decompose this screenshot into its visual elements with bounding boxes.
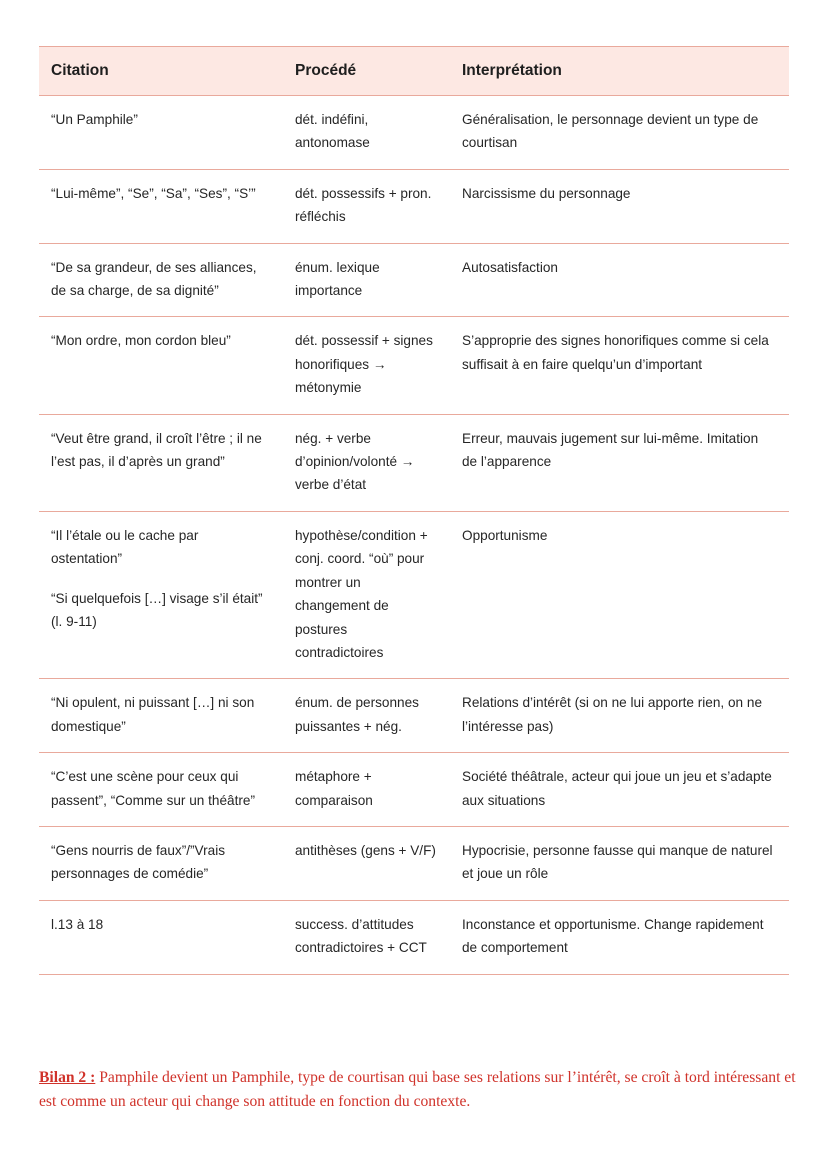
citation-text: “Veut être grand, il croît l’être ; il ne l’est pas, il d’après un grand” [51,430,262,470]
cell-interpretation: Opportunisme [450,511,789,678]
citation-text: “De sa grandeur, de ses alliances, de sa charge, de sa dignité” [51,259,257,299]
cell-citation [39,414,283,511]
cell-procede: dét. possessifs + pron. réfléchis [283,169,450,243]
cell-procede: success. d’attitudes contradictoires + CCT [283,900,450,974]
cell-citation [39,96,283,170]
cell-procede: dét. indéfini, antonomase [283,96,450,170]
citation-text: “Si quelquefois […] visage s’il était” (l. 9-11) [51,590,263,630]
citation-text: “Mon ordre, mon cordon bleu” [51,333,231,349]
cell-citation [39,169,283,243]
cell-citation [39,243,283,317]
cell-citation [39,317,283,414]
cell-procede: métaphore + comparaison [283,753,450,827]
cell-interpretation: Société théâtrale, acteur qui joue un jeu et s’adapte aux situations [450,753,789,827]
cell-interpretation: Autosatisfaction [450,243,789,317]
cell-citation [39,679,283,753]
cell-procede: antithèses (gens + V/F) [283,826,450,900]
header-citation: Citation [39,47,283,96]
cell-citation [39,900,283,974]
cell-interpretation: S’approprie des signes honorifiques comme si cela suffisait à en faire quelqu’un d’important [450,317,789,414]
citation-text: “Il l’étale ou le cache par ostentation” [51,527,199,567]
header-row [39,47,789,96]
cell-interpretation: Généralisation, le personnage devient un type de courtisan [450,96,789,170]
table-row [39,96,789,170]
citation-text: “C’est une scène pour ceux qui passent”, “Comme sur un théâtre” [51,769,255,808]
table-header [39,47,789,96]
table-body [39,96,789,975]
header-interpretation: Interprétation [450,47,789,96]
table-row [39,317,789,414]
table-row [39,243,789,317]
cell-procede: hypothèse/condition + conj. coord. “où” pour montrer un changement de postures contradictoires [283,511,450,678]
citation-text: “Un Pamphile” [51,112,138,127]
cell-procede: dét. possessif + signes honorifiques → métonymie [283,317,450,414]
citation-text: “Ni opulent, ni puissant […] ni son domestique” [51,695,255,734]
cell-citation [39,511,283,678]
header-procede: Procédé [283,47,450,96]
cell-interpretation: Relations d’intérêt (si on ne lui apporte rien, on ne l’intéresse pas) [450,679,789,753]
cell-interpretation: Inconstance et opportunisme. Change rapidement de comportement [450,900,789,974]
cell-citation [39,753,283,827]
table-row [39,414,789,511]
cell-procede: énum. lexique importance [283,243,450,317]
citation-text: “Gens nourris de faux”/”Vrais personnages de comédie” [51,842,226,882]
citation-text: “Lui-même”, “Se”, “Sa”, “Ses”, “S’” [51,185,256,201]
citation-text: l.13 à 18 [51,916,104,932]
bilan-text: Pamphile devient un Pamphile, type de courtisan qui base ses relations sur l’intérêt, se croît à tord intéressant et est comme un acteur qui change son attitude en fonction du contexte. [39,1068,796,1110]
table-row [39,900,789,974]
cell-procede: nég. + verbe d’opinion/volonté → verbe d’état [283,414,450,511]
table-row [39,511,789,678]
cell-citation [39,826,283,900]
table-row [39,679,789,753]
analysis-table-container [39,46,789,975]
cell-interpretation: Narcissisme du personnage [450,169,789,243]
cell-interpretation: Hypocrisie, personne fausse qui manque de naturel et joue un rôle [450,826,789,900]
cell-procede: énum. de personnes puissantes + nég. [283,679,450,753]
table-row [39,169,789,243]
cell-interpretation: Erreur, mauvais jugement sur lui-même. Imitation de l’apparence [450,414,789,511]
bilan-label: Bilan 2 : [39,1068,96,1086]
table-row [39,753,789,827]
table-row [39,826,789,900]
analysis-table [39,46,789,975]
bilan-paragraph [39,1066,799,1114]
